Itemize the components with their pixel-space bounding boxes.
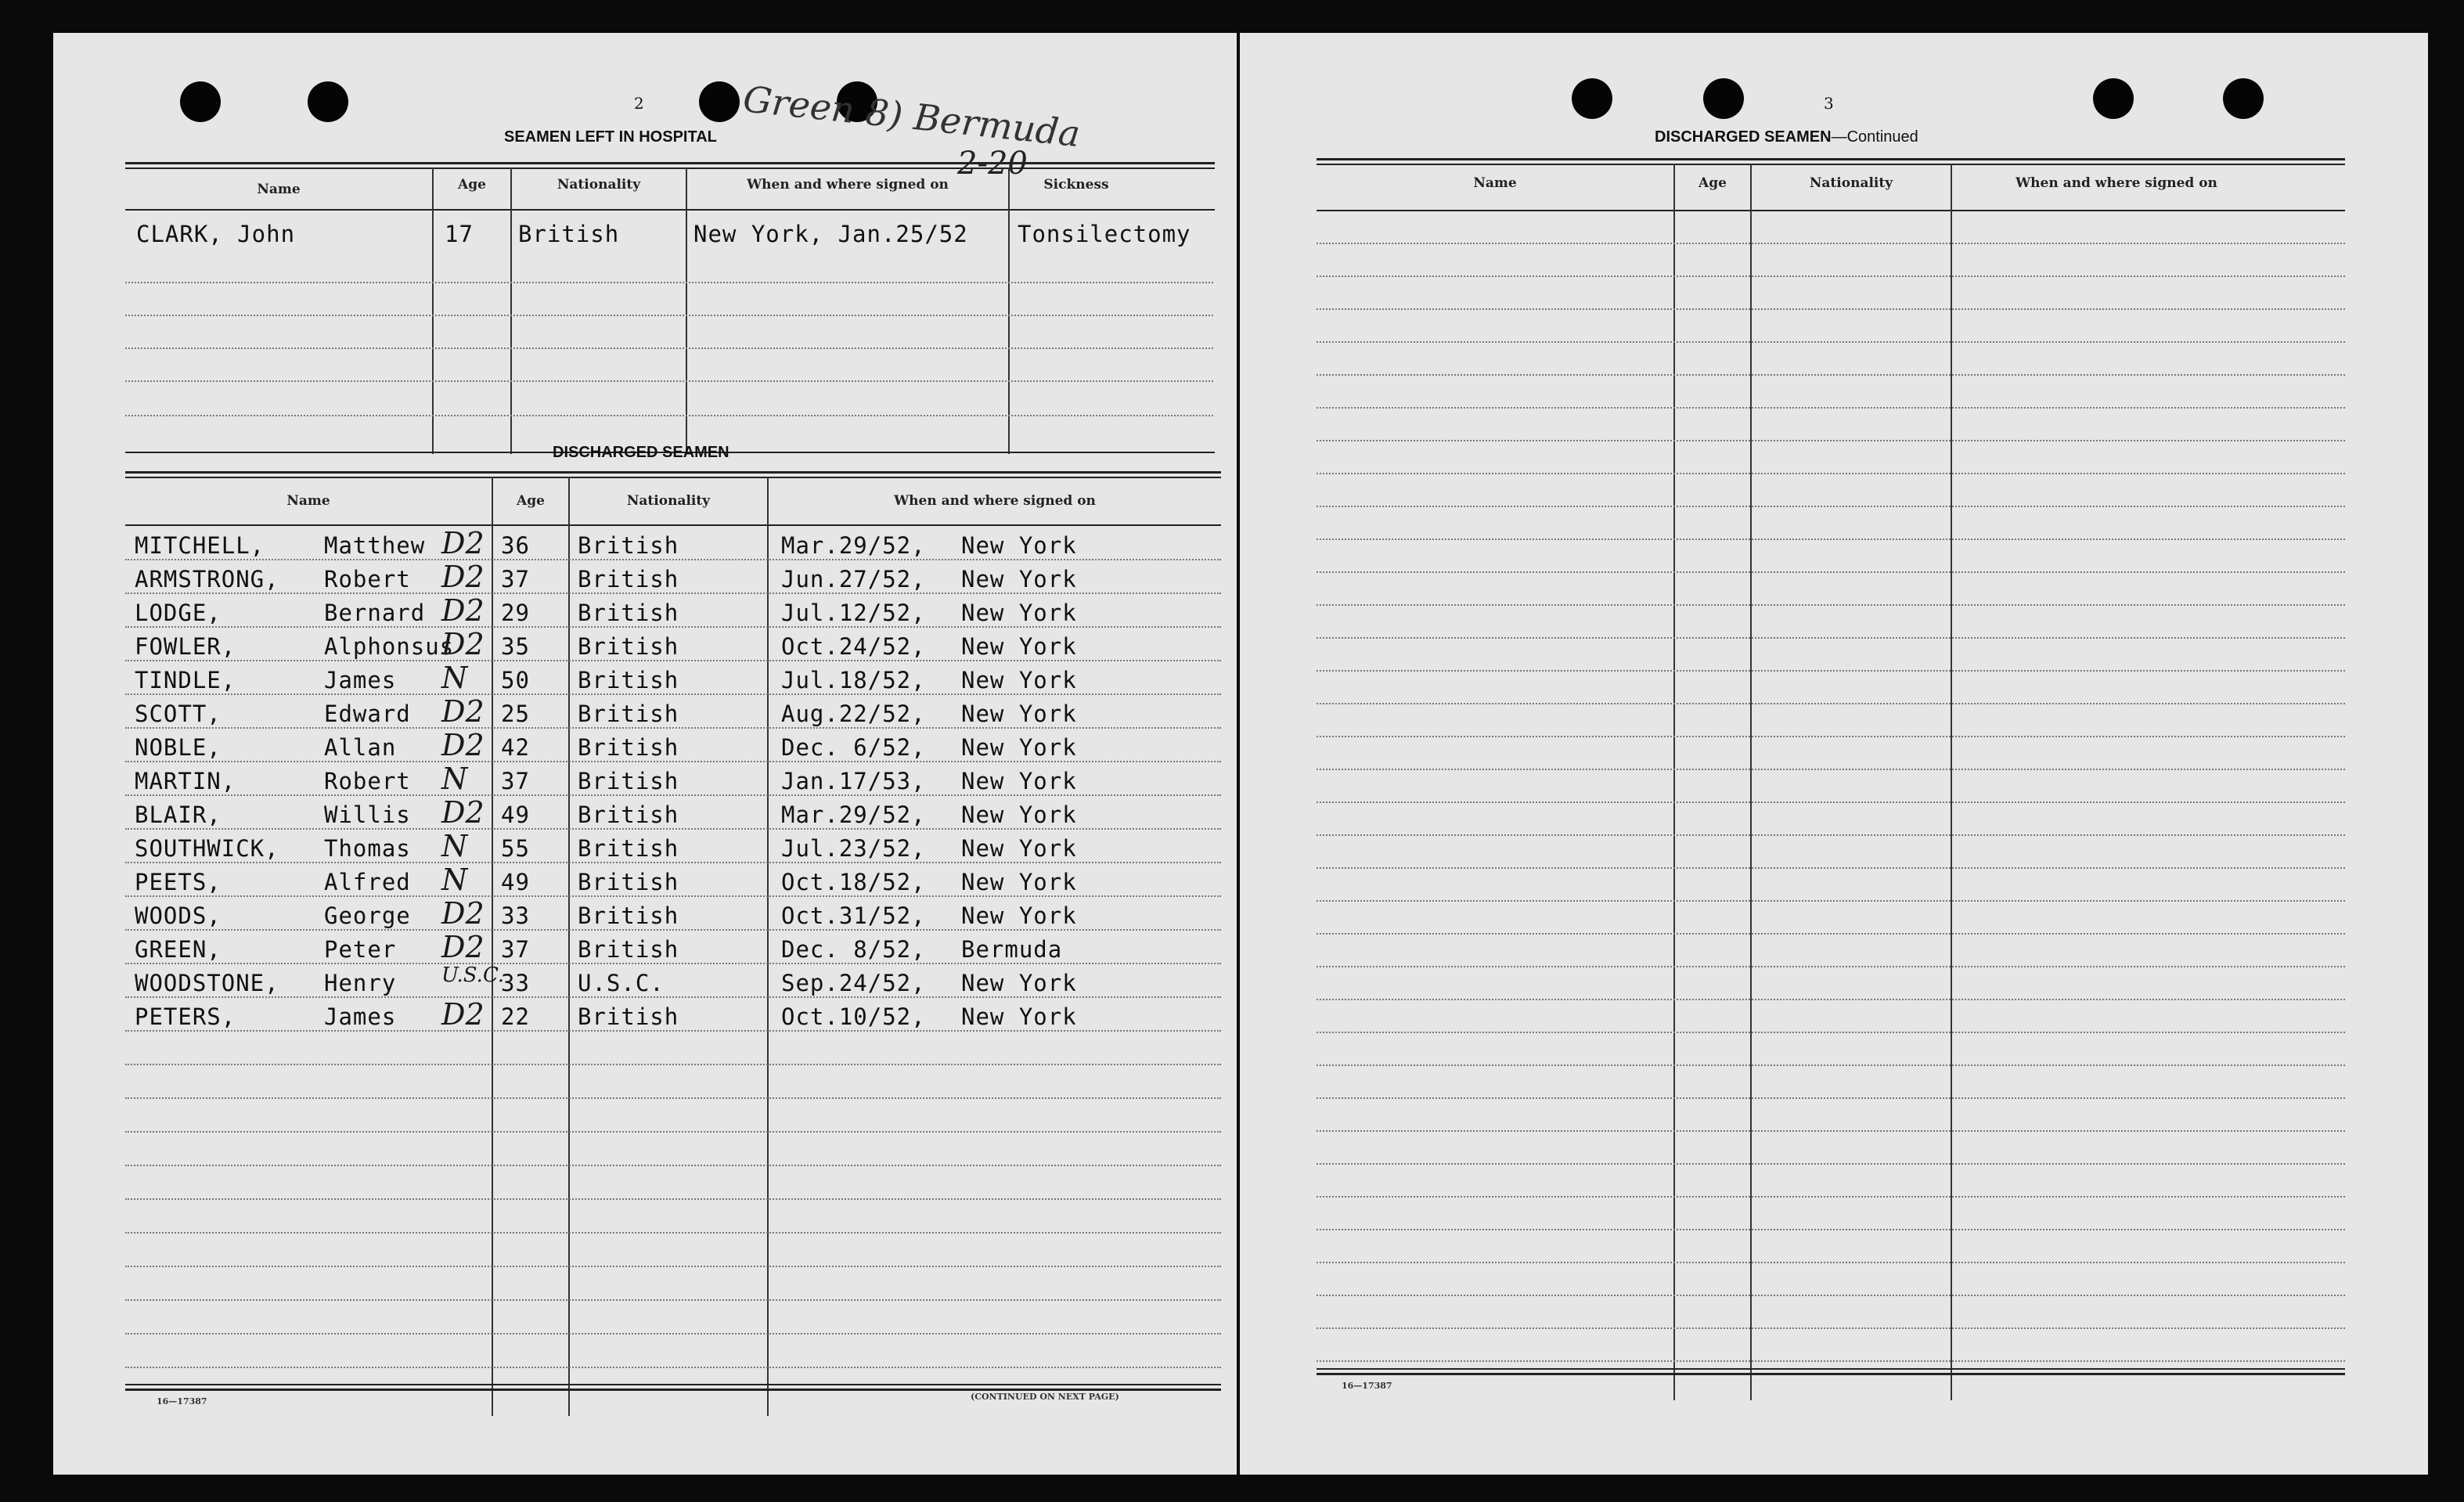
signed-on-date: Sep.24/52, — [781, 970, 926, 996]
punch-hole — [2093, 78, 2134, 119]
handwritten-mark: D2 — [441, 795, 485, 830]
seaman-surname: LODGE, — [135, 600, 222, 626]
signed-on-date: Mar.29/52, — [781, 801, 926, 828]
col-signed-on: When and where signed on — [747, 177, 949, 193]
signed-on-date: Mar.29/52, — [781, 532, 926, 559]
seaman-given-name: Allan — [324, 734, 397, 761]
signed-on-date: Oct.18/52, — [781, 869, 926, 895]
col-signed-on: When and where signed on — [2016, 175, 2217, 191]
seaman-surname: PETERS, — [135, 1003, 236, 1030]
seaman-surname: ARMSTRONG, — [135, 566, 279, 593]
signed-on-place: New York — [961, 701, 1077, 727]
seaman-age: 50 — [501, 667, 530, 693]
seaman-given-name: Peter — [324, 936, 397, 963]
right-title: DISCHARGED SEAMEN—Continued — [1655, 128, 1918, 146]
seaman-surname: WOODS, — [135, 902, 222, 929]
form-number: 16—17387 — [157, 1396, 207, 1407]
seaman-nationality: British — [578, 600, 679, 626]
seaman-nationality: British — [578, 566, 679, 593]
seaman-given-name: Edward — [324, 701, 411, 727]
left-page — [53, 33, 1237, 1475]
punch-hole — [1572, 78, 1612, 119]
seaman-surname: TINDLE, — [135, 667, 236, 693]
seaman-nationality: British — [578, 869, 679, 895]
punch-hole — [308, 81, 348, 122]
seaman-surname: BLAIR, — [135, 801, 222, 828]
seaman-surname: SOUTHWICK, — [135, 835, 279, 862]
signed-on-date: Jun.27/52, — [781, 566, 926, 593]
seaman-surname: MARTIN, — [135, 768, 236, 794]
seaman-surname: GREEN, — [135, 936, 222, 963]
hospital-age: 17 — [445, 221, 474, 247]
page-number: 3 — [1824, 94, 1834, 113]
seaman-nationality: British — [578, 633, 679, 660]
seaman-nationality: British — [578, 701, 679, 727]
punch-hole — [180, 81, 221, 122]
form-number: 16—17387 — [1342, 1381, 1392, 1391]
col-name: Name — [286, 493, 330, 509]
handwritten-mark: D2 — [441, 896, 485, 931]
seaman-surname: MITCHELL, — [135, 532, 265, 559]
handwritten-mark: N — [441, 863, 468, 897]
seaman-nationality: British — [578, 902, 679, 929]
signed-on-date: Dec. 6/52, — [781, 734, 926, 761]
seaman-given-name: Willis — [324, 801, 411, 828]
seaman-surname: SCOTT, — [135, 701, 222, 727]
right-page — [1240, 33, 2428, 1475]
continued-note: (CONTINUED ON NEXT PAGE) — [971, 1392, 1119, 1402]
hospital-signed-on: New York, Jan.25/52 — [693, 221, 968, 247]
seaman-age: 37 — [501, 768, 530, 794]
signed-on-place: New York — [961, 1003, 1077, 1030]
hospital-nationality: British — [518, 221, 620, 247]
discharged-title: DISCHARGED SEAMEN — [553, 444, 729, 461]
signed-on-date: Jan.17/53, — [781, 768, 926, 794]
col-nationality: Nationality — [626, 493, 711, 509]
hospital-sickness: Tonsilectomy — [1018, 221, 1191, 247]
seaman-surname: WOODSTONE, — [135, 970, 279, 996]
col-age: Age — [458, 177, 486, 193]
seaman-nationality: U.S.C. — [578, 970, 665, 996]
seaman-nationality: British — [578, 1003, 679, 1030]
seaman-age: 35 — [501, 633, 530, 660]
seaman-nationality: British — [578, 835, 679, 862]
col-name: Name — [257, 182, 301, 197]
seaman-given-name: Henry — [324, 970, 397, 996]
handwritten-mark: N — [441, 762, 468, 796]
seaman-nationality: British — [578, 936, 679, 963]
seaman-age: 33 — [501, 902, 530, 929]
col-age: Age — [1699, 175, 1727, 191]
seaman-nationality: British — [578, 532, 679, 559]
signed-on-date: Jul.12/52, — [781, 600, 926, 626]
signed-on-place: New York — [961, 566, 1077, 593]
signed-on-date: Oct.24/52, — [781, 633, 926, 660]
handwritten-mark: D2 — [441, 997, 485, 1032]
seaman-age: 49 — [501, 801, 530, 828]
signed-on-place: New York — [961, 600, 1077, 626]
handwritten-mark: N — [441, 661, 468, 695]
seaman-given-name: Robert — [324, 768, 411, 794]
seaman-nationality: British — [578, 734, 679, 761]
handwritten-mark: D2 — [441, 627, 485, 661]
seaman-given-name: Matthew — [324, 532, 426, 559]
handwritten-mark: D2 — [441, 728, 485, 762]
handwritten-top: Green 8) Bermuda — [740, 77, 1083, 156]
seaman-surname: FOWLER, — [135, 633, 236, 660]
col-nationality: Nationality — [1809, 175, 1893, 191]
seaman-nationality: British — [578, 667, 679, 693]
seaman-given-name: George — [324, 902, 411, 929]
signed-on-place: New York — [961, 667, 1077, 693]
handwritten-mark: D2 — [441, 593, 485, 628]
seaman-surname: PEETS, — [135, 869, 222, 895]
handwritten-mark: D2 — [441, 560, 485, 594]
seaman-age: 25 — [501, 701, 530, 727]
handwritten-mark: D2 — [441, 930, 485, 964]
punch-hole — [1703, 78, 1744, 119]
col-sickness: Sickness — [1043, 177, 1109, 193]
seaman-age: 36 — [501, 532, 530, 559]
seaman-surname: NOBLE, — [135, 734, 222, 761]
handwritten-annotation — [734, 56, 1235, 189]
seaman-given-name: Alfred — [324, 869, 411, 895]
signed-on-place: New York — [961, 902, 1077, 929]
signed-on-place: New York — [961, 970, 1077, 996]
punch-hole — [2223, 78, 2264, 119]
signed-on-place: New York — [961, 869, 1077, 895]
col-name: Name — [1473, 175, 1517, 191]
seaman-given-name: James — [324, 667, 397, 693]
signed-on-date: Oct.10/52, — [781, 1003, 926, 1030]
page-number: 2 — [634, 94, 644, 113]
seaman-given-name: Robert — [324, 566, 411, 593]
signed-on-date: Oct.31/52, — [781, 902, 926, 929]
signed-on-date: Aug.22/52, — [781, 701, 926, 727]
handwritten-mark: D2 — [441, 694, 485, 729]
seaman-given-name: Thomas — [324, 835, 411, 862]
signed-on-place: New York — [961, 801, 1077, 828]
signed-on-place: New York — [961, 835, 1077, 862]
signed-on-place: Bermuda — [961, 936, 1063, 963]
seaman-age: 42 — [501, 734, 530, 761]
signed-on-place: New York — [961, 734, 1077, 761]
handwritten-mark: D2 — [441, 526, 485, 560]
signed-on-date: Dec. 8/52, — [781, 936, 926, 963]
seaman-age: 22 — [501, 1003, 530, 1030]
col-age: Age — [517, 493, 545, 509]
signed-on-place: New York — [961, 532, 1077, 559]
signed-on-date: Jul.18/52, — [781, 667, 926, 693]
col-signed-on: When and where signed on — [894, 493, 1096, 509]
hospital-title: SEAMEN LEFT IN HOSPITAL — [504, 128, 717, 146]
seaman-age: 55 — [501, 835, 530, 862]
seaman-age: 37 — [501, 566, 530, 593]
seaman-age: 37 — [501, 936, 530, 963]
seaman-age: 29 — [501, 600, 530, 626]
seaman-nationality: British — [578, 768, 679, 794]
seaman-given-name: James — [324, 1003, 397, 1030]
signed-on-place: New York — [961, 633, 1077, 660]
seaman-age: 33 — [501, 970, 530, 996]
seaman-given-name: Alphonsus — [324, 633, 455, 660]
seaman-given-name: Bernard — [324, 600, 426, 626]
seaman-age: 49 — [501, 869, 530, 895]
seaman-nationality: British — [578, 801, 679, 828]
col-nationality: Nationality — [557, 177, 641, 193]
signed-on-place: New York — [961, 768, 1077, 794]
handwritten-mark: N — [441, 829, 468, 863]
hospital-name: CLARK, John — [136, 221, 296, 247]
handwritten-mark: U.S.C. — [441, 964, 505, 987]
signed-on-date: Jul.23/52, — [781, 835, 926, 862]
